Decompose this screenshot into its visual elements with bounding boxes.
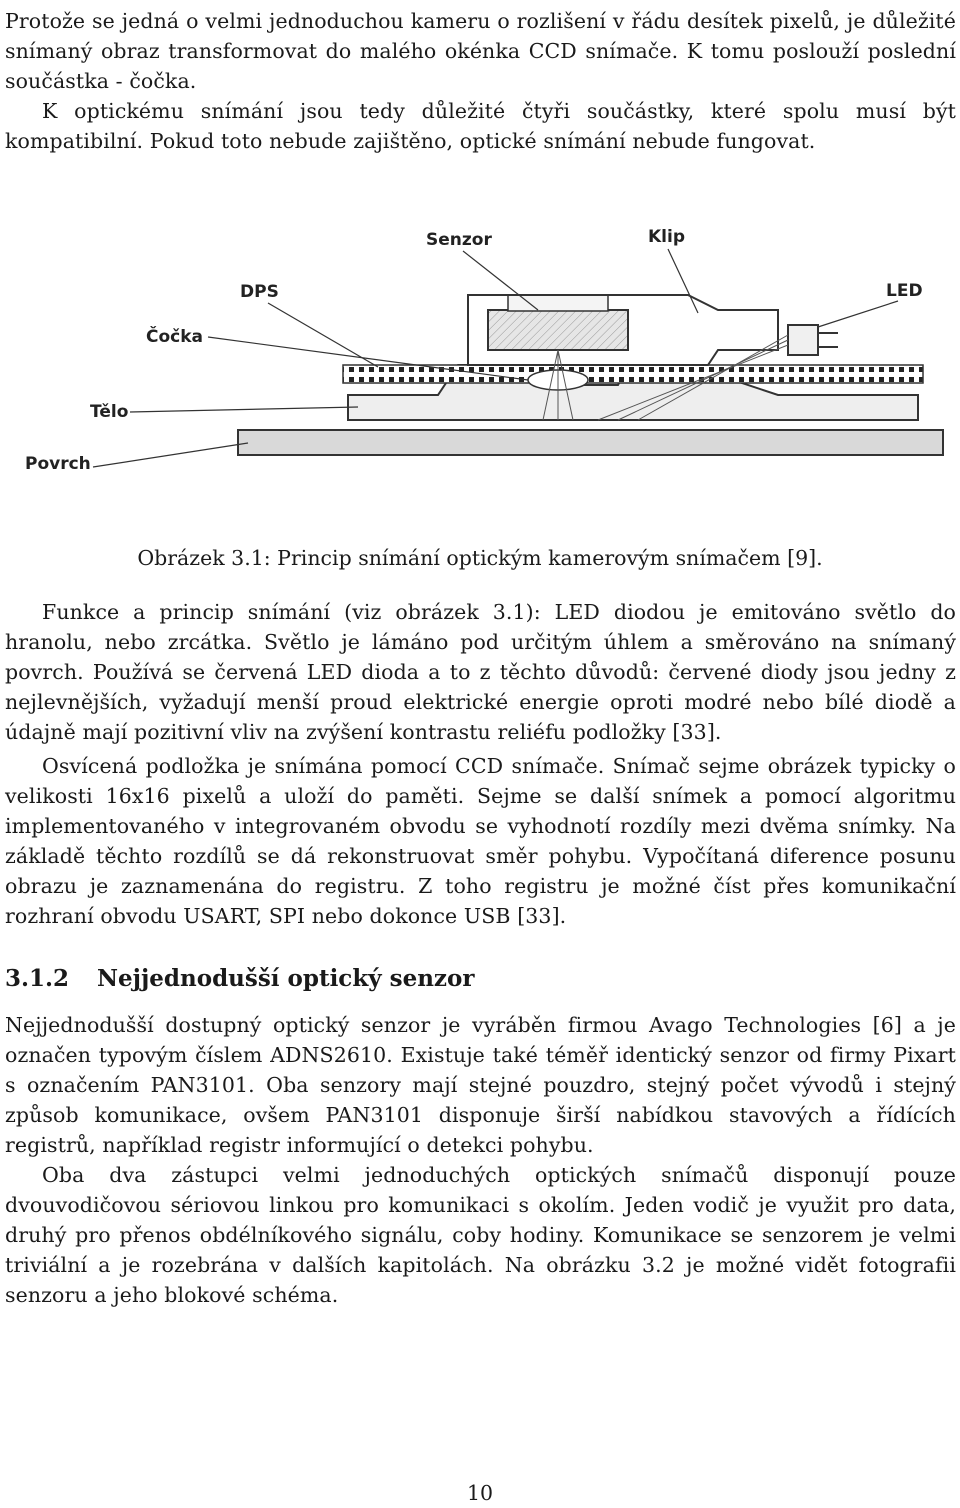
- label-senzor: Senzor: [426, 230, 492, 250]
- label-led: LED: [886, 281, 923, 301]
- body-paragraph-3: Funkce a princip snímání (viz obrázek 3.1): LED diodou je emitováno světlo do hranolu, nebo zrcátka. Světlo je lámáno pod určitým úhlem a směrováno na snímaný povrch. Používá se červená LED dioda a to z těchto důvodů: červené diody jsou jedny z nejlevnějších, vyžadují menší proud elektrické energie oproti modré nebo bílé diodě a údajně mají pozitivní vliv na zvýšení kontrastu reliéfu podložky [33].: [5, 600, 956, 744]
- section-paragraph-1: Nejjednodušší dostupný optický senzor je vyráběn firmou Avago Technologies [6] a je označen typovým číslem ADNS2610. Existuje také téměř identický senzor od firmy Pixart s označením PAN3101. Oba senzory mají stejné pouzdro, stejný počet vývodů i stejný způsob komunikace, ovšem PAN3101 disponuje širší nabídkou stavových a řídících registrů, například registr informující o detekci pohybu.: [5, 1013, 956, 1157]
- section-paragraph-2: Oba dva zástupci velmi jednoduchých optických snímačů disponují pouze dvouvodičovou sériovou linkou pro komunikaci s okolím. Jeden vodič je využit pro data, druhý pro přenos obdélníkového signálu, coby hodiny. Komunikace se senzorem je velmi triviální a je rozebrána v dalších kapitolách. Na obrázku 3.2 je možné vidět fotografii senzoru a jeho blokové schéma.: [5, 1163, 956, 1307]
- led-emitter: [788, 325, 818, 355]
- label-telo: Tělo: [90, 402, 129, 422]
- intro-paragraph-1: Protože se jedná o velmi jednoduchou kameru o rozlišení v řádu desítek pixelů, je důležité snímaný obraz transformovat do malého okénka CCD snímače. K tomu poslouží poslední součástka - čočka.: [5, 9, 956, 93]
- sensor-diagram-figure: [18, 215, 948, 485]
- label-klip: Klip: [648, 227, 685, 247]
- label-cocka: Čočka: [146, 327, 204, 347]
- intro-paragraph-2: K optickému snímání jsou tedy důležité čtyři součástky, které spolu musí být kompatibilní. Pokud toto nebude zajištěno, optické snímání nebude fungovat.: [5, 99, 956, 153]
- section-title-text: Nejjednodušší optický senzor: [97, 965, 475, 992]
- sensor-diagram: [18, 215, 948, 485]
- surface-plate: [238, 430, 943, 455]
- body-paragraph-4: Osvícená podložka je snímána pomocí CCD snímače. Snímač sejme obrázek typicky o velikosti 16x16 pixelů a uloží do paměti. Sejme se další snímek a pomocí algoritmu implementovaného v integrovaném obvodu se vyhodnotí rozdíly mezi dvěma snímky. Na základě těchto rozdílů se dá rekonstruovat směr pohybu. Vypočítaná diference posunu obrazu je zaznamenána do registru. Z toho registru je možné číst přes komunikační rozhraní obvodu USART, SPI nebo dokonce USB [33].: [5, 754, 956, 928]
- page-number: 10: [466, 1481, 494, 1505]
- section-heading: [5, 962, 474, 996]
- sensor-chip: [488, 310, 628, 350]
- label-povrch: Povrch: [25, 454, 91, 474]
- section-number: 3.1.2: [5, 965, 70, 992]
- pcb-strip: [343, 365, 923, 383]
- figure-caption: Obrázek 3.1: Princip snímání optickým kamerovým snímačem [9].: [137, 546, 823, 570]
- label-dps: DPS: [240, 282, 279, 302]
